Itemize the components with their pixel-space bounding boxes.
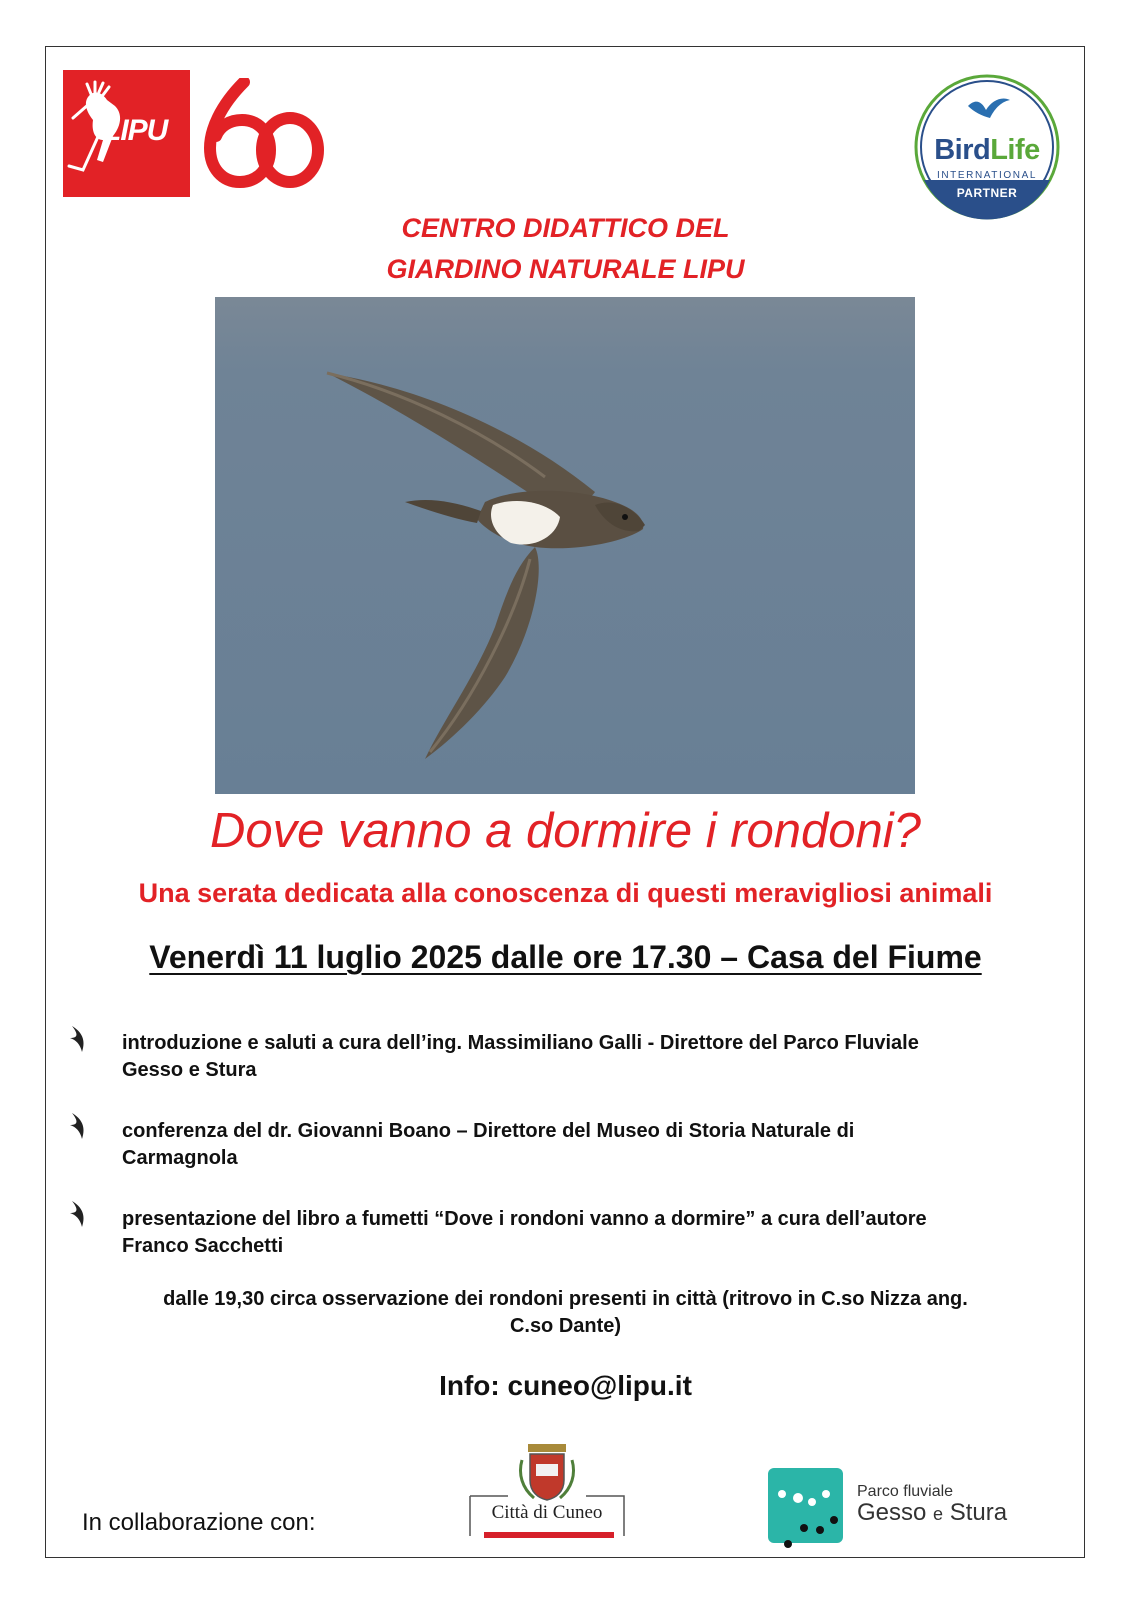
swift-photo	[215, 297, 915, 794]
event-subtitle: Una serata dedicata alla conoscenza di questi meravigliosi animali	[138, 878, 993, 908]
birdlife-name: BirdLife	[934, 134, 1040, 166]
header-line-1: CENTRO DIDATTICO DEL	[401, 213, 730, 243]
lipu-logo	[63, 70, 190, 197]
parco-fluviale-icon	[768, 1468, 846, 1550]
lipu-text: LIPU	[103, 114, 168, 147]
swift-bullet-icon	[68, 1024, 92, 1054]
citta-di-cuneo-logo	[468, 1440, 626, 1540]
sixty-mark-icon	[200, 78, 325, 188]
parco-small-text: Parco fluviale	[857, 1483, 954, 1500]
observation-note: dalle 19,30 circa osservazione dei rondoni presenti in città (ritrovo in C.so Nizza ang. C.so Dante)	[163, 1288, 968, 1337]
event-date-line: Venerdì 11 luglio 2025 dalle ore 17.30 – Casa del Fiume	[149, 939, 982, 975]
program-item: introduzione e saluti a cura dell’ing. Massimiliano Galli - Direttore del Parco Fluviale Gesso e Stura	[122, 1032, 919, 1081]
birdlife-badge: PARTNER	[956, 186, 1018, 200]
sixty-years-logo	[200, 78, 325, 193]
collaboration-label: In collaborazione con:	[82, 1509, 316, 1536]
program-item: conferenza del dr. Giovanni Boano – Direttore del Museo di Storia Naturale di Carmagnola	[122, 1120, 855, 1169]
cuneo-crest-icon	[468, 1440, 626, 1540]
header-line-2: GIARDINO NATURALE LIPU	[386, 254, 745, 284]
swift-bird-icon	[215, 297, 915, 794]
swift-bullet-icon	[68, 1199, 92, 1229]
parco-name: Gesso e Stura	[857, 1499, 1008, 1526]
program-item: presentazione del libro a fumetti “Dove i rondoni vanno a dormire” a cura dell’autore Franco Sacchetti	[122, 1208, 927, 1257]
birdlife-tagline: INTERNATIONAL	[936, 170, 1038, 181]
birdlife-logo	[912, 72, 1062, 224]
cuneo-label: Città di Cuneo	[491, 1502, 603, 1523]
event-title: Dove vanno a dormire i rondoni?	[210, 804, 921, 858]
info-contact: Info: cuneo@lipu.it	[439, 1370, 692, 1401]
swift-bullet-icon	[68, 1111, 92, 1141]
